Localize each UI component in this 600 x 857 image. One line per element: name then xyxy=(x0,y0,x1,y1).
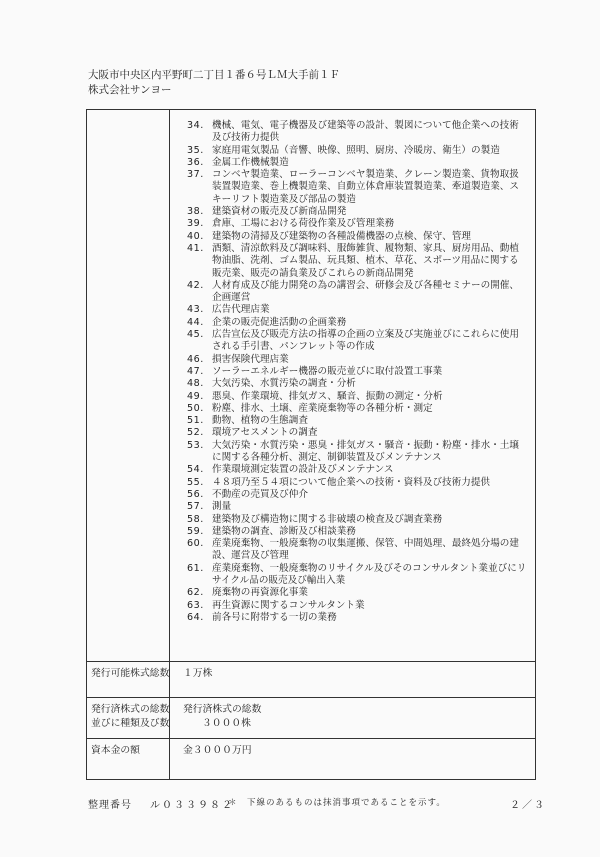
purpose-text: 損害保険代理店業 xyxy=(212,353,289,365)
purpose-item xyxy=(187,120,527,145)
row-divider xyxy=(87,661,535,662)
purpose-text: 廃棄物の再資源化事業 xyxy=(212,587,308,599)
purpose-item xyxy=(187,403,527,415)
purpose-number: 37. xyxy=(187,169,204,181)
purpose-item xyxy=(187,440,527,465)
purpose-number: 43. xyxy=(187,304,204,316)
purpose-number: 50. xyxy=(187,402,204,414)
purpose-number: 61. xyxy=(187,562,204,574)
purpose-item xyxy=(187,378,527,390)
purpose-text: 産業廃棄物、一般廃棄物の収集運搬、保管、中間処理、最終処分場の建設、運営及び管理 xyxy=(212,538,519,562)
issued-shares-label-line2: 並びに種類及び数 xyxy=(91,718,170,729)
purpose-item xyxy=(187,477,527,489)
purpose-item xyxy=(187,206,527,218)
purpose-item xyxy=(187,304,527,316)
purpose-item xyxy=(187,354,527,366)
issued-shares-value-line1: 発行済株式の総数 xyxy=(183,704,262,715)
issued-shares-label-line1: 発行済株式の総数 xyxy=(91,704,170,715)
purpose-text: 前各号に附帯する一切の業務 xyxy=(212,611,337,623)
purpose-item xyxy=(187,280,527,305)
purpose-number: 52. xyxy=(187,427,204,439)
purpose-number: 34. xyxy=(187,120,204,131)
purpose-number: 39. xyxy=(187,218,204,230)
purpose-item xyxy=(187,514,527,526)
purpose-text: 建築物及び構造物に関する非破壊の検査及び調査業務 xyxy=(212,513,443,525)
purpose-text: コンベヤ製造業、ローラーコンベヤ製造業、クレーン製造業、貨物取扱装置製造業、巻上機製造業、自動立体倉庫装置製造業、牽道製造業、スキーリフト製造業及び部品の製造 xyxy=(212,169,519,205)
purpose-item xyxy=(187,538,527,563)
purpose-number: 64. xyxy=(187,611,204,623)
purpose-number: 42. xyxy=(187,279,204,291)
purpose-item xyxy=(187,600,527,612)
purpose-number: 40. xyxy=(187,230,204,242)
purpose-item xyxy=(187,329,527,354)
capital-label: 資本金の額 xyxy=(91,745,140,756)
purpose-item xyxy=(187,415,527,427)
footer-note: ＊ 下線のあるものは抹消事項であることを示す。 xyxy=(228,798,446,808)
purpose-number: 62. xyxy=(187,587,204,599)
purpose-number: 58. xyxy=(187,513,204,525)
purpose-text: 悪臭、作業環境、排気ガス、騒音、振動の測定・分析 xyxy=(212,390,443,402)
purpose-number: 46. xyxy=(187,353,204,365)
purpose-number: 45. xyxy=(187,329,204,341)
purpose-item xyxy=(187,169,527,206)
purpose-text: 人材育成及び能力開発の為の講習会、研修会及び各種セミナーの開催、企画運営 xyxy=(212,279,519,304)
purpose-number: 38. xyxy=(187,206,204,218)
serial-number: ル０３３９８２ xyxy=(150,800,234,811)
purpose-number: 47. xyxy=(187,365,204,377)
purpose-text: 再生資源に関するコンサルタント業 xyxy=(212,599,365,611)
authorized-shares-label: 発行可能株式総数 xyxy=(91,668,170,679)
purpose-number: 51. xyxy=(187,415,204,427)
capital-value: 金３０００万円 xyxy=(183,745,252,756)
purpose-number: 54. xyxy=(187,464,204,476)
purpose-text: 倉庫、工場における荷役作業及び管理業務 xyxy=(212,218,395,230)
purpose-number: 35. xyxy=(187,144,204,156)
row-divider xyxy=(87,697,535,698)
purpose-text: 作業環境測定装置の設計及びメンテナンス xyxy=(212,464,394,476)
purpose-item xyxy=(187,501,527,513)
purpose-item xyxy=(187,526,527,538)
purpose-text: 企業の販売促進活動の企画業務 xyxy=(212,316,347,328)
purpose-text: 酒類、清涼飲料及び調味料、服飾雑貨、履物類、家具、厨房用品、動植物油脂、洗剤、ゴム製品、玩具類、植木、草花、スポーツ用品に関する販売業、販売の請負業及びこれらの新商品開発 xyxy=(212,242,519,279)
purpose-number: 49. xyxy=(187,390,204,402)
purpose-item xyxy=(187,231,527,243)
purpose-item xyxy=(187,145,527,157)
purpose-number: 63. xyxy=(187,599,204,611)
purpose-number: 36. xyxy=(187,156,204,168)
authorized-shares-value: １万株 xyxy=(183,668,213,679)
purpose-item xyxy=(187,563,527,588)
purpose-item xyxy=(187,157,527,169)
document-header xyxy=(88,68,340,98)
purpose-text: 産業廃棄物、一般廃棄物のリサイクル及びそのコンサルタント業並びにリサイクル品の販売及び輸出入業 xyxy=(212,562,527,586)
purpose-text: 機械、電気、電子機器及び建築等の設計、製図について他企業への技術及び技術力提供 xyxy=(212,120,519,144)
page-number: ２／３ xyxy=(510,800,546,811)
purpose-text: 広告代理店業 xyxy=(212,304,270,316)
purpose-number: 57. xyxy=(187,501,204,513)
purpose-item xyxy=(187,427,527,439)
purpose-item xyxy=(187,489,527,501)
purpose-text: 粉塵、排水、土壌、産業廃棄物等の各種分析・測定 xyxy=(212,402,433,414)
business-purposes-list xyxy=(187,120,527,624)
purpose-item xyxy=(187,218,527,230)
purpose-text: 動物、植物の生態調査 xyxy=(212,415,308,427)
purpose-item xyxy=(187,587,527,599)
purpose-text: 大気汚染、水質汚染の調査・分析 xyxy=(212,378,356,390)
purpose-number: 44. xyxy=(187,316,204,328)
purpose-text: 測量 xyxy=(212,501,232,513)
purpose-item xyxy=(187,612,527,624)
purpose-text: ソーラーエネルギー機器の販売並びに取付設置工事業 xyxy=(212,365,443,377)
purpose-number: 41. xyxy=(187,242,204,254)
company-address: 大阪市中央区内平野町二丁目１番６号ＬＭ大手前１Ｆ xyxy=(88,69,340,81)
purpose-number: 59. xyxy=(187,525,204,537)
purpose-text: ４８項乃至５４項について他企業への技術・資料及び技術力提供 xyxy=(212,476,491,488)
purpose-text: 建築物の清掃及び建築物の各種設備機器の点検、保守、管理 xyxy=(212,230,472,242)
purpose-item xyxy=(187,391,527,403)
purpose-number: 48. xyxy=(187,378,204,390)
purpose-number: 56. xyxy=(187,488,204,500)
purpose-item xyxy=(187,366,527,378)
purpose-item xyxy=(187,243,527,280)
purpose-number: 60. xyxy=(187,538,204,550)
purpose-text: 金属工作機械製造 xyxy=(212,156,289,168)
purpose-text: 環境アセスメントの調査 xyxy=(212,427,318,439)
serial-label: 整理番号 xyxy=(88,800,132,811)
company-name: 株式会社サンヨー xyxy=(88,84,172,96)
purpose-text: 家庭用電気製品（音響、映像、照明、厨房、冷暖房、衛生）の製造 xyxy=(212,144,500,156)
purpose-item xyxy=(187,464,527,476)
purpose-text: 不動産の売買及び仲介 xyxy=(212,488,308,500)
purpose-number: 55. xyxy=(187,476,204,488)
purpose-text: 大気汚染・水質汚染・悪臭・排気ガス・騒音・振動・粉塵・排水・土壌に関する各種分析、測定、制御装置及びメンテナンス xyxy=(212,439,519,464)
purpose-text: 広告宣伝及び販売方法の指導の企画の立案及び実施並びにこれらに使用される手引書、パンフレット等の作成 xyxy=(212,329,519,353)
registry-table xyxy=(86,109,536,780)
purpose-number: 53. xyxy=(187,439,204,451)
purpose-text: 建築資材の販売及び新商品開発 xyxy=(212,206,347,218)
purpose-item xyxy=(187,317,527,329)
issued-shares-value-line2: ３０００株 xyxy=(202,718,251,729)
purpose-text: 建築物の調査、診断及び相談業務 xyxy=(212,525,356,537)
row-divider xyxy=(87,738,535,739)
